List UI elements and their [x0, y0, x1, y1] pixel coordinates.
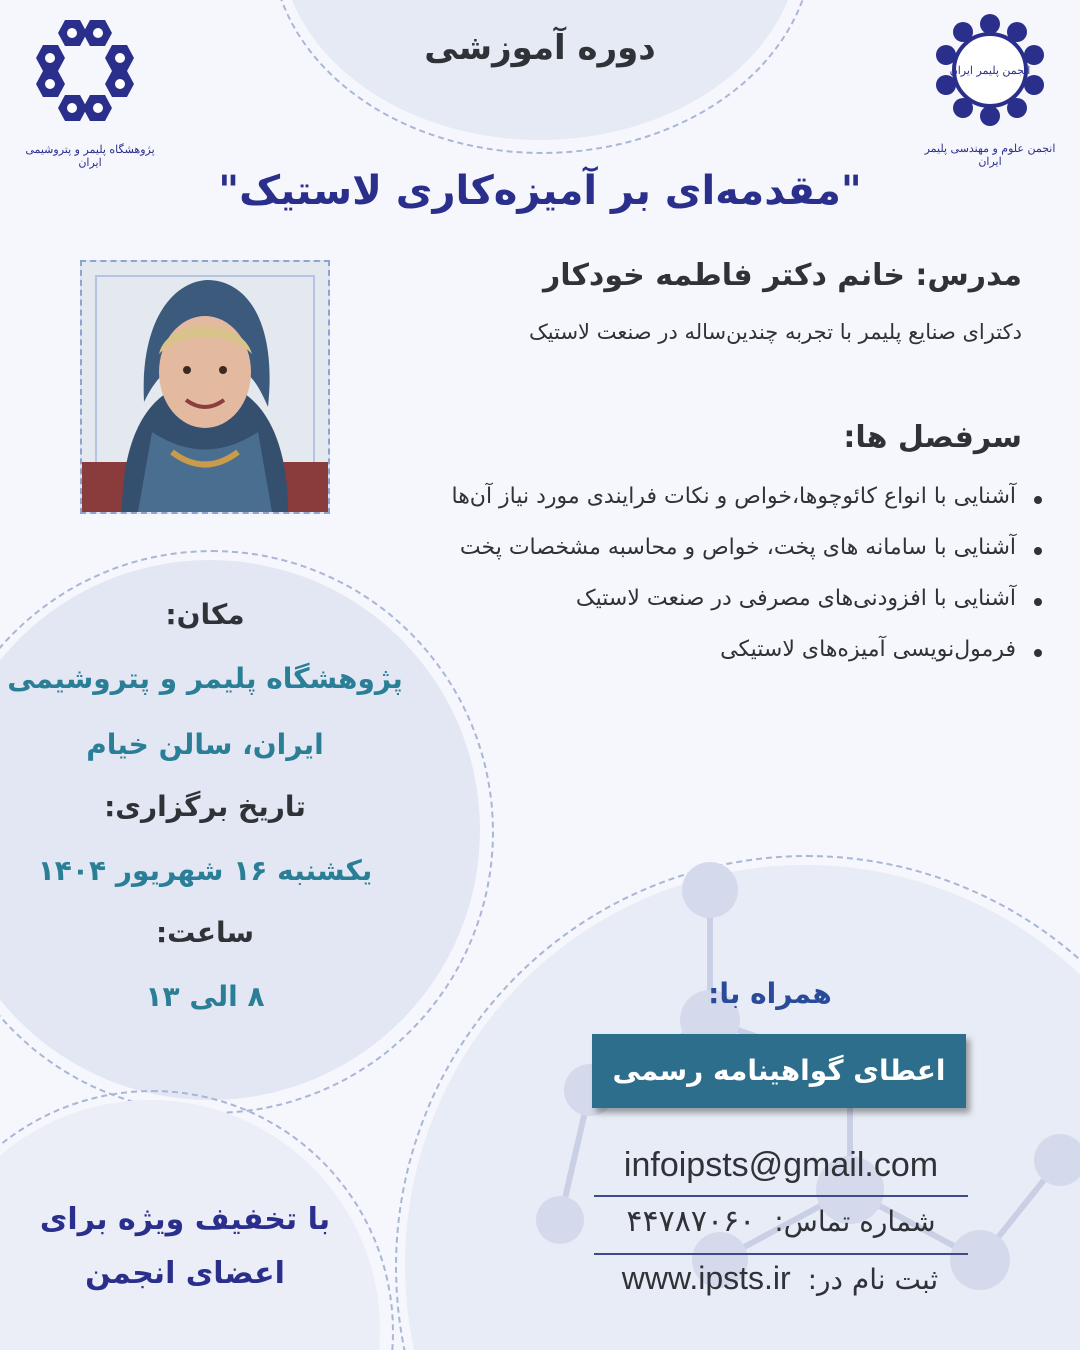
flower-ring-logo-icon	[930, 10, 1050, 130]
polymer-society-logo	[915, 10, 1065, 170]
topic-item: آشنایی با سامانه های پخت، خواص و محاسبه مشخصات پخت	[342, 535, 1042, 560]
discount-line1: با تخفیف ویژه برای	[39, 1202, 331, 1237]
location-line1: پژوهشگاه پلیمر و پتروشیمی	[7, 662, 403, 695]
bullet-icon	[1034, 649, 1042, 657]
discount-line2: اعضای انجمن	[85, 1256, 285, 1291]
instructor-heading: مدرس: خانم دکتر فاطمه خودکار	[542, 258, 1022, 293]
phone-number: ۴۴۷۸۷۰۶۰	[626, 1204, 756, 1239]
left-logo-caption: پژوهشگاه پلیمر و پتروشیمی ایران	[25, 143, 155, 169]
phone-label: شماره تماس:	[774, 1205, 936, 1238]
topic-item: آشنایی با افزودنی‌های مصرفی در صنعت لاستیک	[342, 586, 1042, 611]
contact-divider-1	[594, 1195, 968, 1197]
contact-divider-2	[594, 1253, 968, 1255]
course-type: دوره آموزشی	[424, 28, 656, 68]
topics-heading: سرفصل ها:	[843, 420, 1022, 455]
research-institute-logo	[20, 15, 155, 175]
topics-list	[342, 484, 1042, 688]
website-link[interactable]: www.ipsts.ir	[621, 1260, 791, 1296]
topic-item: آشنایی با انواع کائوچوها،خواص و نکات فرایندی مورد نیاز آن‌ها	[342, 484, 1042, 509]
register-label: ثبت نام در:	[807, 1263, 939, 1296]
bullet-icon	[1034, 496, 1042, 504]
date-label: تاریخ برگزاری:	[104, 790, 306, 823]
time-value: ۸ الی ۱۳	[145, 980, 265, 1013]
bullet-icon	[1034, 598, 1042, 606]
instructor-photo	[80, 260, 330, 514]
contact-phone-row	[594, 1204, 968, 1239]
society-logo-inner-text: انجمن پلیمر ایران	[949, 64, 1031, 77]
right-logo-caption: انجمن علوم و مهندسی پلیمر ایران	[924, 142, 1056, 168]
date-value: یکشنبه ۱۶ شهریور ۱۴۰۴	[37, 854, 373, 887]
instructor-description: دکترای صنایع پلیمر با تجربه چندین‌ساله در صنعت لاستیک	[528, 320, 1022, 344]
location-label: مکان:	[165, 598, 245, 631]
hexagon-logo-icon	[20, 15, 150, 125]
top-circle-ring	[270, 0, 814, 154]
bullet-icon	[1034, 547, 1042, 555]
contact-email: infoipsts@gmail.com	[623, 1146, 939, 1184]
certificate-badge: اعطای گواهینامه رسمی	[592, 1034, 966, 1108]
contact-register-row	[580, 1260, 980, 1297]
course-title: "مقدمه‌ای بر آمیزه‌کاری لاستیک"	[218, 168, 862, 214]
location-line2: ایران، سالن خیام	[86, 728, 324, 761]
time-label: ساعت:	[155, 916, 254, 949]
topic-item: فرمول‌نویسی آمیزه‌های لاستیکی	[342, 637, 1042, 662]
person-portrait-icon	[82, 262, 328, 512]
with-label: همراه با:	[708, 977, 832, 1010]
